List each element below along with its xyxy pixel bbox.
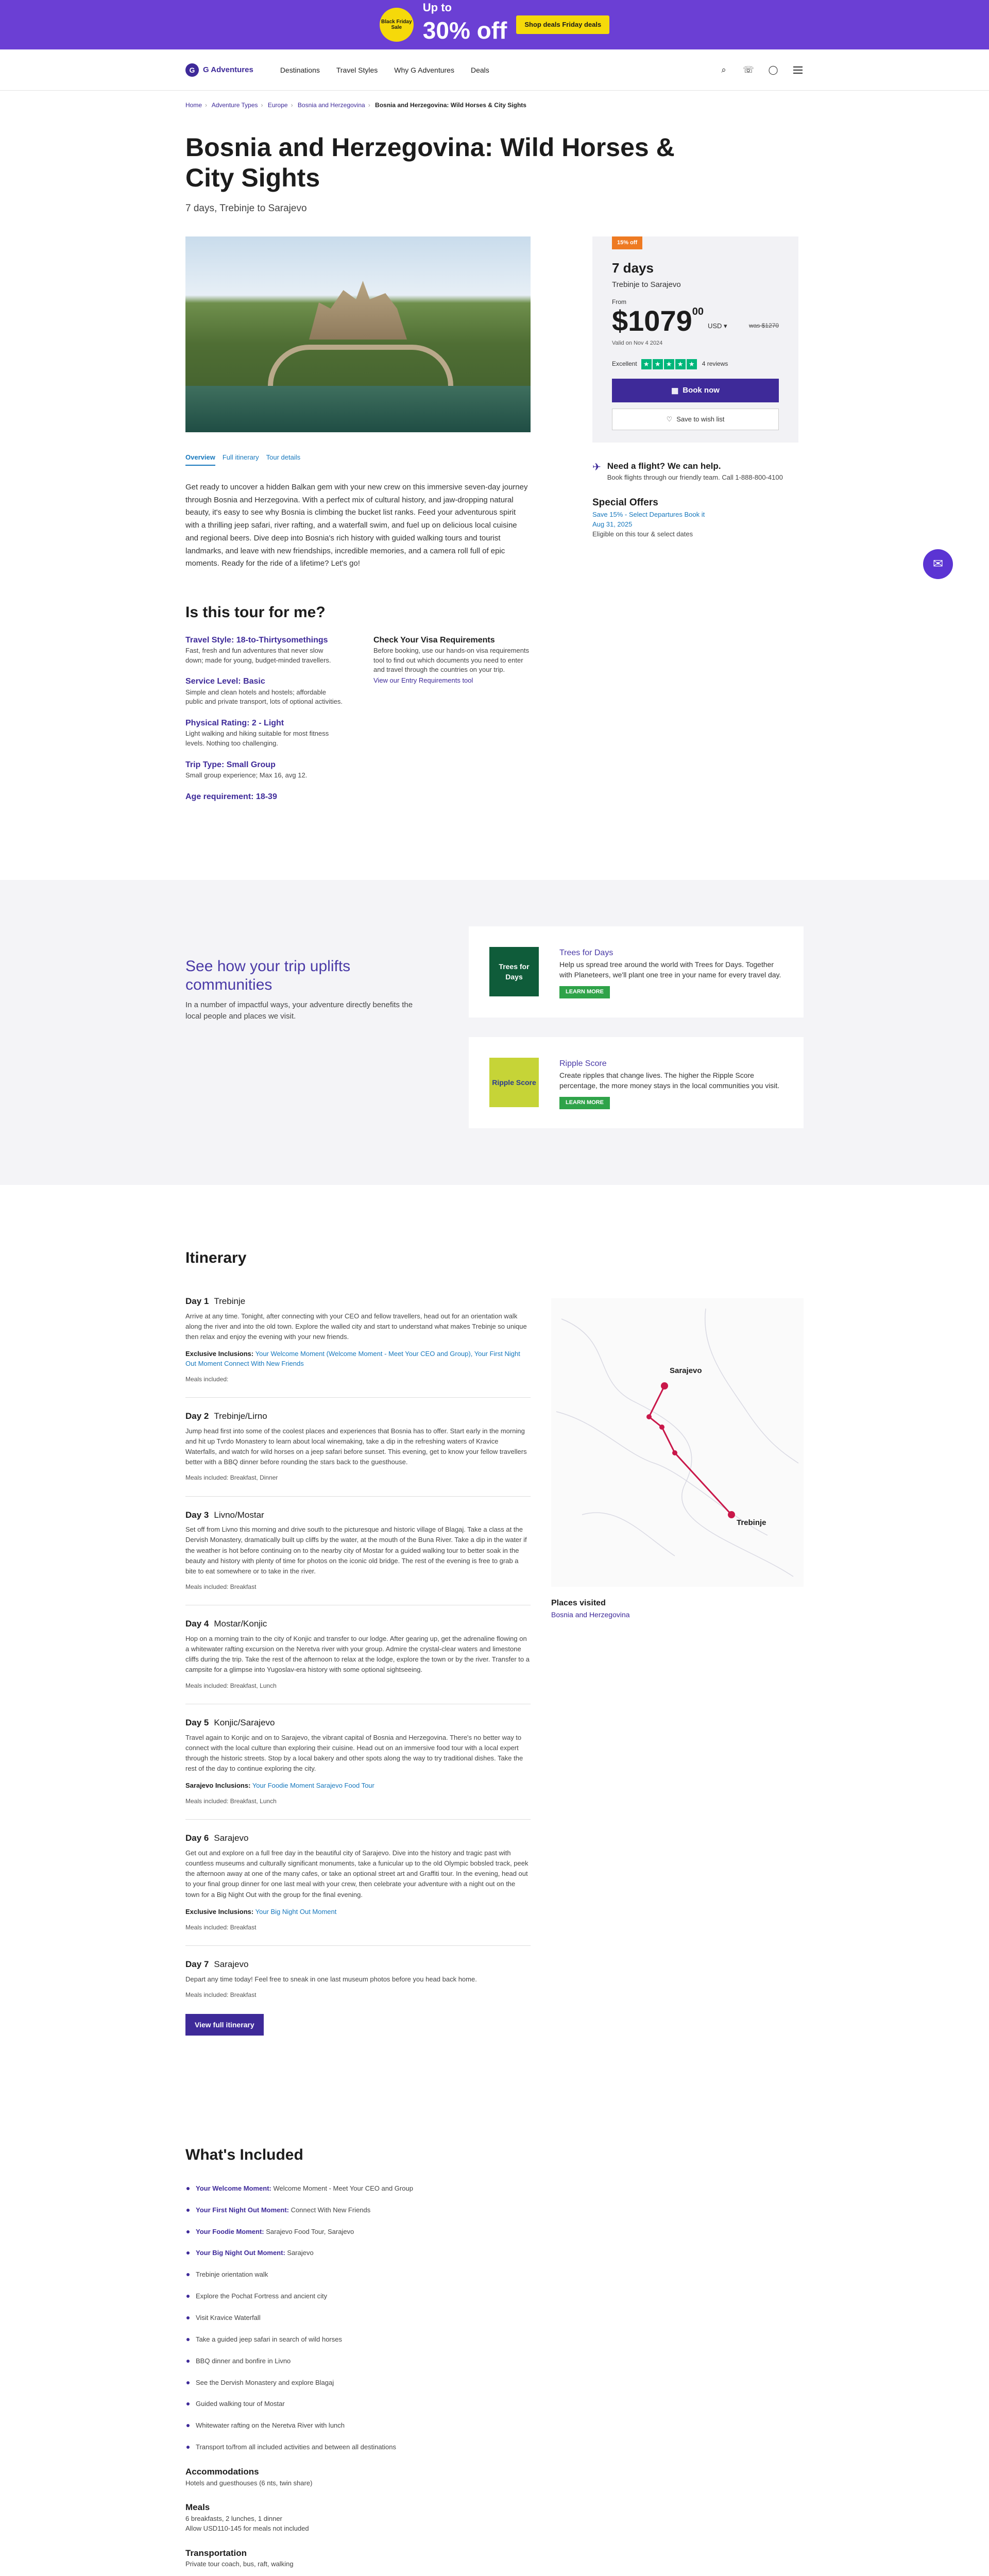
included-item [185,2292,531,2301]
places-visited [551,1597,804,1619]
chat-icon[interactable]: ✉ [923,549,953,579]
special-offer-link[interactable]: Save 15% - Select Departures Book it [592,510,705,518]
included-title: What's Included [185,2146,303,2164]
map-label-sarajevo: Sarajevo [670,1366,702,1376]
booking-route: Trebinje to Sarajevo [612,280,681,289]
day-meals: Meals included: Breakfast [185,1923,257,1931]
trees-title: Trees for Days [559,948,613,958]
book-now-label: Book now [683,386,720,395]
calendar-icon: ▦ [671,386,679,395]
view-full-itinerary-button[interactable]: View full itinerary [185,2014,264,2036]
heart-icon: ♡ [666,415,673,423]
ripple-title: Ripple Score [559,1059,607,1069]
included-item [185,2248,531,2258]
price-value: $1079$^{00}$ [612,304,704,337]
promo-cta-button[interactable]: Shop deals Friday deals [516,15,609,35]
page-subtitle: 7 days, Trebinje to Sarajevo [185,203,307,214]
day-place: Trebinje [214,1296,246,1306]
day-meals: Meals included: Breakfast [185,1991,257,1998]
day-inclusions-value[interactable]: Your Welcome Moment (Welcome Moment - Meet Your CEO and Group), Your First Night Out Moment Connect With New Friends [185,1349,520,1367]
itinerary-section [185,1247,804,2036]
day-place: Sarajevo [214,1833,249,1843]
day-inclusions-label: Sarajevo Inclusions: [185,1782,251,1790]
whats-included-section [185,2144,531,2576]
included-item-text: Explore the Pochat Fortress and ancient city [196,2292,328,2300]
discount-flag: 15% off [612,236,642,249]
travel-style-heading[interactable]: Travel Style: 18-to-Thirtysomethings [185,635,328,645]
trees-text: Help us spread tree around the world with Trees for Days. Together with Planeteers, we'll plant one tree in your name for every travel day. [559,960,781,979]
itinerary-day[interactable] [185,1605,531,1690]
special-offers [592,496,798,539]
flight-help-text[interactable]: Book flights through our friendly team. Call 1-888-800-4100 [607,473,783,481]
day-number: Day 5 [185,1717,209,1727]
day-inclusions [185,1349,531,1369]
day-heading[interactable] [185,1958,531,1971]
day-place: Trebinje/Lirno [214,1411,267,1421]
logo-text: G Adventures [203,65,253,75]
trustpilot-rating[interactable] [612,359,779,369]
phone-icon[interactable]: ☏ [743,64,754,75]
included-item [185,2313,531,2323]
included-item-text: Transport to/from all included activities and between all destinations [196,2443,397,2451]
included-item-moment: Your First Night Out Moment: [196,2206,289,2214]
included-item-text: Sarajevo Food Tour, Sarajevo [264,2227,354,2235]
day-number: Day 4 [185,1619,209,1629]
service-level-text: Simple and clean hotels and hostels; affordable public and private transport, lots of optional activities. [185,688,343,706]
included-section [185,2501,531,2533]
special-offer-date: Aug 31, 2025 [592,520,633,528]
day-number: Day 1 [185,1296,209,1306]
included-item [185,2378,531,2388]
included-item [185,2335,531,2345]
included-item [185,2357,531,2366]
day-inclusions-value[interactable]: Your Big Night Out Moment [255,1907,337,1916]
itinerary-map[interactable] [551,1298,804,1587]
visa-text: Before booking, use our hands-on visa requirements tool to find out which documents you need to enter and travel through the countries on your trip. [373,646,530,674]
day-place: Konjic/Sarajevo [214,1717,275,1727]
for-me-title: Is this tour for me? [185,604,326,621]
ripple-score-card [469,1037,804,1125]
main-nav [280,65,489,75]
itinerary-day[interactable] [185,1819,531,1932]
included-section [185,2547,531,2569]
day-number: Day 7 [185,1959,209,1969]
day-description: Set off from Livno this morning and drive south to the picturesque and historic village of Blagaj. Take a class at the Dervish Monastery, dramatically built up cliffs by the water, at the mouth of the Buna River. Take a dip in the water if the weather is hot before continuing on to the nearby city of Mostar for a guided walking tour to better soak in the beauty and history with plenty of time for photos on the iconic old bridge. The rest of the evening is free to grab a bite to eat somewhere or to take in the river. [185,1526,527,1575]
included-section-title: Accommodations [185,2466,259,2477]
day-meals: Meals included: Breakfast, Lunch [185,1682,277,1689]
included-item-text: Connect With New Friends [289,2206,371,2214]
included-item-text: Visit Kravice Waterfall [196,2314,261,2322]
day-inclusions-value[interactable]: Your Foodie Moment Sarajevo Food Tour [252,1782,374,1790]
day-number: Day 2 [185,1411,209,1421]
header-icons [718,64,804,77]
breadcrumb: Home › Adventure Types › Europe › Bosnia and Herzegovina › Bosnia and Herzegovina: Wild Horses & City Sights [185,101,526,109]
included-item [185,2270,531,2280]
included-item-moment: Your Welcome Moment: [196,2184,271,2192]
breadcrumb-current: Bosnia and Herzegovina: Wild Horses & City Sights [375,101,526,109]
included-item [185,2421,531,2431]
day-meals: Meals included: [185,1375,229,1383]
search-icon[interactable]: ⌕ [721,64,726,75]
special-offer-note: Eligible on this tour & select dates [592,530,693,538]
day-description: Get out and explore on a full free day in the beautiful city of Sarajevo. Dive into the history and tragic past with countless museums and culturally significant monuments, take a funicular up to the old Olympic bobsled track, peek the afternoon away at one of the many cafes, or take an optional street art and Graffiti tour. In the evening, head out to your final group dinner for one last meal with your crew, then celebrate your adventure with a night out on the town for a Big Night Out with the group for the final evening. [185,1849,528,1899]
included-section-title: Meals [185,2502,210,2513]
promo-badge: Black Friday Sale [380,8,414,42]
promo-banner[interactable] [0,0,989,49]
included-item-text: Sarajevo [285,2249,314,2257]
included-item-text: Whitewater rafting on the Neretva River with lunch [196,2421,345,2430]
day-heading[interactable] [185,1832,531,1845]
day-meals: Meals included: Breakfast, Dinner [185,1474,278,1482]
breadcrumb-adventure-types[interactable]: Adventure Types [211,101,258,109]
day-meals: Meals included: Breakfast [185,1583,257,1590]
breadcrumb-europe[interactable]: Europe [267,101,288,109]
included-section [185,2466,531,2488]
promo-upto: Up to [422,1,452,14]
page-title: Bosnia and Herzegovina: Wild Horses & City Sights [185,133,675,193]
included-item [185,2443,531,2452]
day-heading[interactable] [185,1410,531,1423]
menu-icon[interactable] [792,64,804,77]
hero-image[interactable] [185,236,531,432]
map-label-trebinje: Trebinje [737,1518,766,1528]
itinerary-day[interactable] [185,1704,531,1806]
nav-item-travel-styles[interactable]: Travel Styles [336,65,378,74]
day-inclusions [185,1907,531,1917]
included-section-text: Hotels and guesthouses (6 nts, twin share) [185,2479,313,2487]
price-from-label: From [612,298,626,306]
purpose-title: See how your trip uplifts communities [185,958,351,994]
flight-help-title: Need a flight? We can help. [607,461,721,471]
ripple-learn-more-button[interactable]: LEARN MORE [559,1097,610,1109]
included-item-text: Guided walking tour of Mostar [196,2400,285,2408]
trip-type-text: Small group experience; Max 16, avg 12. [185,771,308,779]
nav-item-deals[interactable]: Deals [470,65,489,74]
day-place: Livno/Mostar [214,1510,264,1520]
day-inclusions-label: Exclusive Inclusions: [185,1907,254,1916]
day-inclusions [185,1781,531,1791]
price-validity: Valid on Nov 4 2024 [612,340,663,346]
included-item-text: Trebinje orientation walk [196,2270,268,2279]
day-number: Day 6 [185,1833,209,1843]
included-item-text: BBQ dinner and bonfire in Livno [196,2357,291,2365]
nav-item-destinations[interactable]: Destinations [280,65,320,74]
booking-card [592,236,798,443]
currency-select[interactable]: USD ▾ [707,322,727,330]
booking-days: 7 days [612,260,654,276]
for-me-section [185,601,531,813]
site-logo[interactable] [185,63,253,77]
service-level-heading[interactable]: Service Level: Basic [185,677,265,686]
itinerary-day[interactable] [185,1397,531,1483]
trip-type-heading[interactable]: Trip Type: Small Group [185,760,276,770]
itinerary-day[interactable] [185,1496,531,1592]
day-heading[interactable] [185,1509,531,1522]
overview-tabs [185,453,531,466]
day-description: Travel again to Konjic and on to Sarajevo, the vibrant capital of Bosnia and Herzegovina. There's no better way to connect with the local culture than exploring their cuisine. Head out on an immersive food tour with a local expert through the historic streets. Stop by a local bakery and other spots along the way to try traditional dishes. Take the rest of the day to continue exploring the city. [185,1733,523,1773]
was-price: was $1270 [748,321,779,329]
breadcrumb-country[interactable]: Bosnia and Herzegovina [297,101,365,109]
ripple-text: Create ripples that change lives. The higher the Ripple Score percentage, the more money stays in the local communities you visit. [559,1071,780,1090]
trees-for-days-logo: Trees for Days [489,947,539,996]
day-heading[interactable] [185,1618,531,1631]
save-label: Save to wish list [676,415,725,423]
day-description: Arrive at any time. Tonight, after connecting with your CEO and fellow travellers, head out for an orientation walk along the river and into the old town. Explore the walled city and start to understand what makes Trebinje so unique then relax and enjoy the evening with your new friends. [185,1312,527,1341]
included-item-moment: Your Foodie Moment: [196,2227,264,2235]
included-item [185,2399,531,2409]
physical-rating-text: Light walking and hiking suitable for most fitness levels. Nothing too challenging. [185,730,329,748]
included-section-title: Transportation [185,2548,247,2558]
places-visited-title: Places visited [551,1599,606,1608]
purpose-section [0,880,989,1185]
plane-icon: ✈ [592,461,601,473]
ripple-score-logo: Ripple Score [489,1058,539,1107]
logo-icon: G [185,63,199,77]
breadcrumb-home[interactable]: Home [185,101,202,109]
save-to-wishlist-button[interactable] [612,409,779,430]
tab-full-itinerary[interactable]: Full itinerary [222,453,259,461]
flight-help [592,460,798,482]
day-description: Hop on a morning train to the city of Konjic and transfer to our lodge. After gearing up, get the adrenaline flowing on a whitewater rafting excursion on the Neretva river with your group. Admire the crystal-clear waters and limestone cliffs during the trip. Take the rest of the afternoon to relax at the lodge, explore the town or by the river. Transfer to a campsite for a glimpse into Yugoslav-era history with some optional sightseeing. [185,1635,530,1674]
day-number: Day 3 [185,1510,209,1520]
trees-learn-more-button[interactable]: LEARN MORE [559,986,610,998]
included-item [185,2184,531,2194]
visa-heading: Check Your Visa Requirements [373,635,495,645]
purpose-text: In a number of impactful ways, your adventure directly benefits the local people and places we visit. [185,1001,413,1021]
user-icon[interactable]: ◯ [768,64,778,75]
included-item-text: Take a guided jeep safari in search of wild horses [196,2335,342,2343]
tab-overview[interactable]: Overview [185,453,215,466]
nav-item-why[interactable]: Why G Adventures [394,65,454,74]
tab-tour-details[interactable]: Tour details [266,453,301,461]
review-count: 4 reviews [702,360,728,368]
included-item-moment: Your Big Night Out Moment: [196,2249,285,2257]
itinerary-title: Itinerary [185,1249,247,1267]
trees-for-days-card [469,926,804,1014]
included-section-text: 6 breakfasts, 2 lunches, 1 dinner Allow USD110-145 for meals not included [185,2515,309,2532]
places-visited-link[interactable]: Bosnia and Herzegovina [551,1610,630,1619]
special-offers-title: Special Offers [592,497,658,509]
day-inclusions-label: Exclusive Inclusions: [185,1349,254,1358]
included-item [185,2227,531,2237]
included-item [185,2206,531,2215]
day-description: Jump head first into some of the coolest places and experiences that Bosnia has to offer. Start early in the morning and hit up Tvrdo Monastery to learn about local winemaking, take a dip in the refreshing waters of Kravice Waterfalls, and watch for wild horses on a jeep safari before sunset. This evening, get to know your fellow travellers better with a BBQ dinner before rounding the stars back to the guesthouse. [185,1427,527,1466]
promo-percent: 30% off [422,16,507,44]
included-item-text: Welcome Moment - Meet Your CEO and Group [271,2184,413,2192]
age-requirement-heading: Age requirement: 18-39 [185,792,277,802]
itinerary-day[interactable] [185,1283,531,1384]
tour-intro: Get ready to uncover a hidden Balkan gem with your new crew on this immersive seven-day journey through Bosnia and Herzegovina. With a perfect mix of cultural history, and jaw-dropping natural beauty, it's easy to see why Bosnia is climbing the bucket list ranks. Feed your adventurous spirit with a thrilling jeep safari, river rafting, and a waterfall swim, and fuel up on delicious local cuisine and regional beers. Dive deep into Bosnia's rich history with guided walking tours and tourist landmarks, and leave with new friendships, incredible memories, and a camera roll full of epic moments. Ready for the ride of a lifetime? Let's go! [185,482,528,568]
travel-style-text: Fast, fresh and fun adventures that never slow down; made for young, budget-minded travellers. [185,646,331,664]
day-description: Depart any time today! Feel free to sneak in one last museum photos before you head back home. [185,1975,477,1983]
physical-rating-heading[interactable]: Physical Rating: 2 - Light [185,719,284,728]
included-item-text: See the Dervish Monastery and explore Blagaj [196,2378,334,2386]
day-meals: Meals included: Breakfast, Lunch [185,1798,277,1805]
visa-tool-link[interactable]: View our Entry Requirements tool [373,676,473,685]
day-heading[interactable] [185,1295,531,1308]
site-header [0,49,989,91]
star-icons: ★ ★ ★ ★ ★ [641,359,698,369]
day-place: Sarajevo [214,1959,249,1969]
book-now-button[interactable] [612,379,779,402]
itinerary-day[interactable] [185,1945,531,1999]
trust-label: Excellent [612,360,637,368]
day-place: Mostar/Konjic [214,1619,267,1629]
included-section-text: Private tour coach, bus, raft, walking [185,2560,294,2568]
day-heading[interactable] [185,1717,531,1730]
